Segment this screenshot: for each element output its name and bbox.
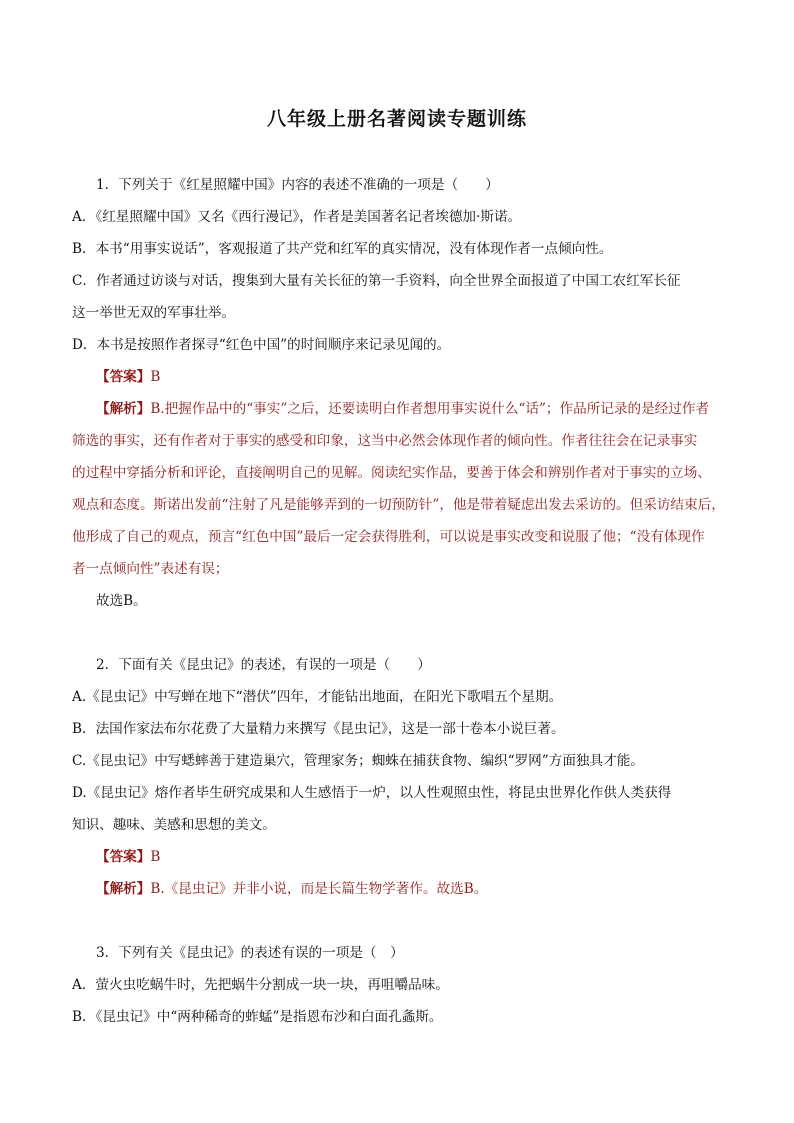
- page-title: 八年级上册名著阅读专题训练: [266, 108, 527, 130]
- question-1-explanation: [96, 400, 756, 418]
- question-2-option-d: D.《昆虫记》熔作者毕生研究成果和人生感悟于一炉，以人性观照虫性，将昆虫世界化作供人类获得: [72, 785, 672, 801]
- explanation-tag: 【解析】: [96, 401, 151, 417]
- question-1-answer: [96, 368, 756, 386]
- question-2-option-c: C.《昆虫记》中写蟋蟀善于建造巢穴，管理家务；蜘蛛在捕获食物、编织“罗网”方面独具才能。: [72, 753, 644, 769]
- explanation-tag: 【解析】: [96, 881, 151, 897]
- answer-value: B: [150, 369, 161, 385]
- explanation-text: B.把握作品中的“事实”之后，还要读明白作者想用事实说什么“话”；作品所记录的是经过作者: [150, 401, 710, 417]
- question-2-answer: [96, 848, 756, 866]
- question-1-option-a: A．《红星照耀中国》又名《西行漫记》，作者是美国著名记者埃德加·斯诺。: [72, 209, 522, 225]
- answer-tag: 【答案】: [96, 849, 151, 865]
- question-1-explanation-line-6: 者一点倾向性”表述有误；: [72, 561, 229, 577]
- answer-tag: 【答案】: [96, 369, 151, 385]
- question-1-explanation-line-5: 他形成了自己的观点，预言“红色中国”最后一定会获得胜利，可以说是事实改变和说服了他；“没有体现作: [72, 529, 705, 545]
- question-1-option-c-cont: 这一举世无双的军事壮举。: [72, 305, 236, 321]
- question-1-explanation-line-2: 筛选的事实，还有作者对于事实的感受和印象，这当中必然会体现作者的倾向性。作者往往会在记录事实: [72, 433, 698, 449]
- question-1-option-c: C．作者通过访谈与对话，搜集到大量有关长征的第一手资料，向全世界全面报道了中国工农红军长征: [72, 273, 681, 289]
- question-1-option-b: B．本书“用事实说话”，客观报道了共产党和红军的真实情况，没有体现作者一点倾向性。: [72, 241, 613, 257]
- question-3-stem: 3．下列有关《昆虫记》的表述有误的一项是（ ）: [96, 945, 404, 961]
- question-2-option-d-cont: 知识、趣味、美感和思想的美文。: [72, 817, 276, 833]
- question-1-stem: 1．下列关于《红星照耀中国》内容的表述不准确的一项是（ ）: [96, 177, 499, 193]
- explanation-text: B.《昆虫记》并非小说，而是长篇生物学著作。故选B。: [150, 881, 488, 897]
- question-1-explanation-line-4: 观点和态度。斯诺出发前“注射了凡是能够弄到的一切预防针”，他是带着疑虑出发去采访的。但采访结束后，: [72, 497, 725, 513]
- question-1-explanation-line-3: 的过程中穿插分析和评论，直接阐明自己的见解。阅读纪实作品，要善于体会和辨别作者对于事实的立场、: [72, 465, 711, 481]
- question-2-explanation: [96, 880, 756, 898]
- question-3-option-a: A．萤火虫吃蜗牛时，先把蜗牛分割成一块一块，再咀嚼品味。: [72, 977, 449, 993]
- question-1-option-d: D．本书是按照作者探寻“红色中国”的时间顺序来记录见闻的。: [72, 337, 451, 353]
- question-2-option-a: A.《昆虫记》中写蝉在地下“潜伏”四年，才能钻出地面，在阳光下歌唱五个星期。: [72, 689, 563, 705]
- question-1-conclusion: 故选B。: [96, 593, 147, 609]
- question-2-option-b: B．法国作家法布尔花费了大量精力来撰写《昆虫记》，这是一部十卷本小说巨著。: [72, 721, 565, 737]
- answer-value: B: [150, 849, 161, 865]
- question-2-stem: 2．下面有关《昆虫记》的表述，有误的一项是（ ）: [96, 657, 431, 673]
- question-3-option-b: B．《昆虫记》中“两种稀奇的蚱蜢”是指恩布沙和白面孔螽斯。: [72, 1009, 443, 1025]
